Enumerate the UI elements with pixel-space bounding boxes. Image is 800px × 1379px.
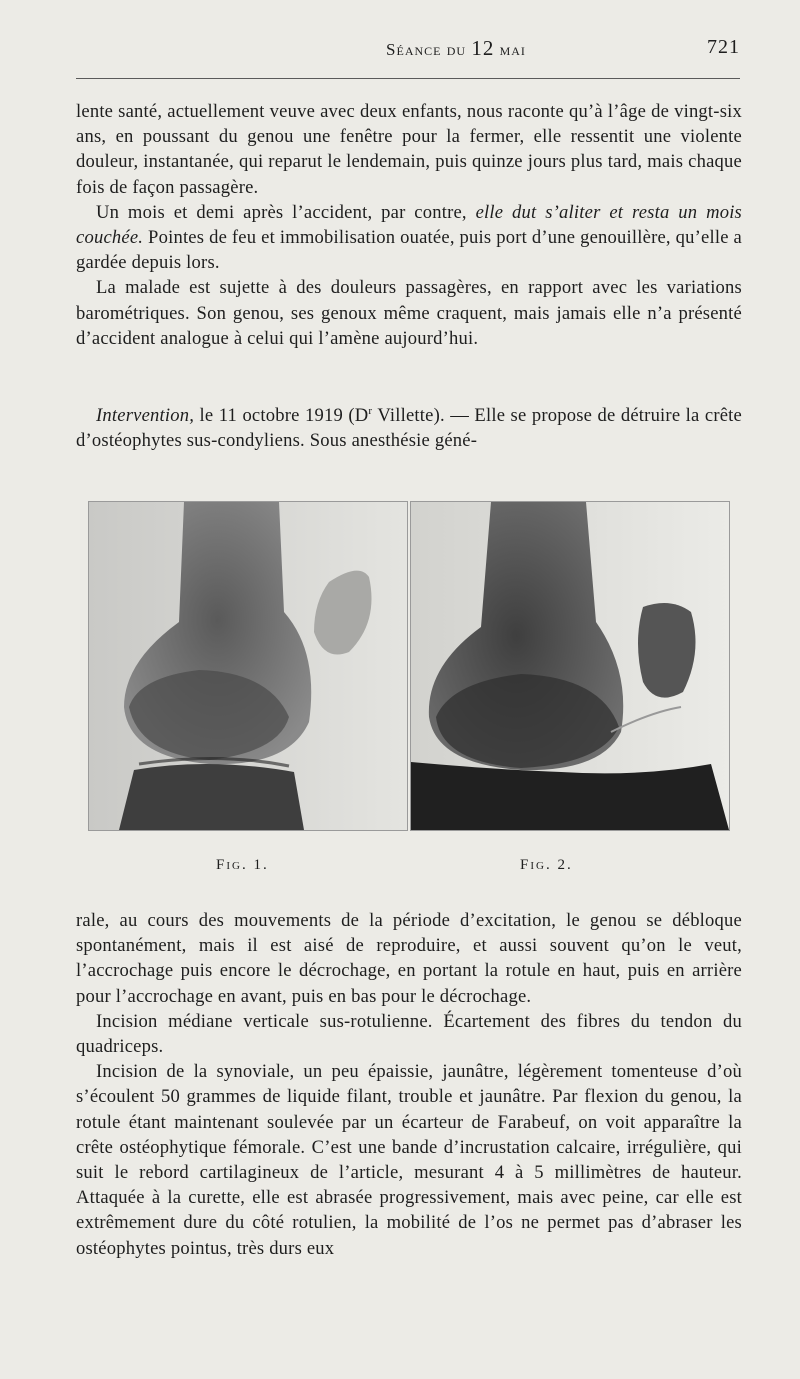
knee-xray-2-graphic bbox=[411, 502, 729, 830]
accident-text-italic: elle dut s’aliter et resta un mois couchée. bbox=[76, 201, 742, 249]
paragraph-intervention bbox=[76, 399, 742, 454]
accident-text-start: Un mois et demi après l’accident, par contre, bbox=[96, 201, 476, 223]
intervention-text-b: Villette). — Elle se propose de détruire la crête d’ostéophytes sus-condyliens. Sous anesthésie géné- bbox=[76, 405, 743, 452]
xray-image-fig-2 bbox=[410, 501, 730, 831]
paragraph-incision-2: Incision de la synoviale, un peu épaissie, jaunâtre, légèrement tomenteuse d’où s’écoulent 50 grammes de liquide filant, trouble et jaunâtre. Par flexion du genou, la rotule étant maintenant soulevée par un écarteur de Farabeuf, on voit apparaître la crête ostéophytique fémorale. C’est une bande d’incrustation calcaire, irrégulière, qui suit le rebord cartilagineux de l’article, mesurant 4 à 5 millimètres de hauteur. Attaquée à la curette, elle est abrasée progressivement, mais avec peine, car elle est extrêmement dure du côté rotulien, la mobilité de l’os ne permet pas d’abraser les ostéophytes pointus, très durs eux bbox=[76, 1061, 742, 1259]
knee-xray-1-graphic bbox=[89, 502, 407, 830]
paragraph-continuation: rale, au cours des mouvements de la période d’excitation, le genou se débloque spontanément, mais il est aisé de reproduire, et aussi souvent qu’on le veut, l’accrochage puis encore le décrochage, en portant la rotule en haut, puis en arrière pour l’accrochage en avant, puis en bas pour le décrochage. bbox=[76, 910, 742, 1007]
paragraph-accident bbox=[76, 200, 742, 276]
text-block-bottom bbox=[76, 908, 742, 1261]
paragraph-incision-1: Incision médiane verticale sus-rotulienne. Écartement des fibres du tendon du quadriceps. bbox=[76, 1010, 742, 1058]
running-title-pre: Séance du bbox=[386, 40, 467, 59]
intervention-text-a: le 11 octobre 1919 (D bbox=[194, 405, 369, 427]
text-block-intervention bbox=[76, 399, 742, 454]
paragraph-history: lente santé, actuellement veuve avec deux enfants, nous raconte qu’à l’âge de vingt-six ans, en poussant du genou une fenêtre pour la fermer, elle ressentit une violente douleur, instantanée, qui reparut le lendemain, puis quinze jours plus tard, mais chaque fois de façon passagère. bbox=[76, 101, 742, 198]
running-head bbox=[76, 36, 740, 64]
running-title-number: 12 bbox=[471, 36, 495, 60]
xray-image-fig-1 bbox=[88, 501, 408, 831]
page-number: 721 bbox=[707, 36, 740, 58]
running-title-post: mai bbox=[499, 40, 526, 59]
running-title bbox=[306, 36, 606, 61]
caption-fig-1: Fig. 1. bbox=[216, 857, 269, 873]
header-rule bbox=[76, 78, 740, 79]
figure-captions bbox=[76, 857, 742, 881]
intervention-sup: r bbox=[368, 405, 373, 417]
text-block-top bbox=[76, 99, 742, 351]
accident-text-end: Pointes de feu et immobilisation ouatée, puis port d’une genouillère, qu’elle a gardée depuis lors. bbox=[76, 227, 742, 274]
paragraph-symptoms: La malade est sujette à des douleurs passagères, en rapport avec les variations barométriques. Son genou, ses genoux même craquent, mais jamais elle n’a présenté d’accident analogue à celui qui l’amène aujourd’hui. bbox=[76, 277, 742, 349]
figures-row bbox=[88, 501, 730, 831]
caption-fig-2: Fig. 2. bbox=[520, 857, 573, 873]
intervention-label: Intervention, bbox=[96, 405, 195, 427]
